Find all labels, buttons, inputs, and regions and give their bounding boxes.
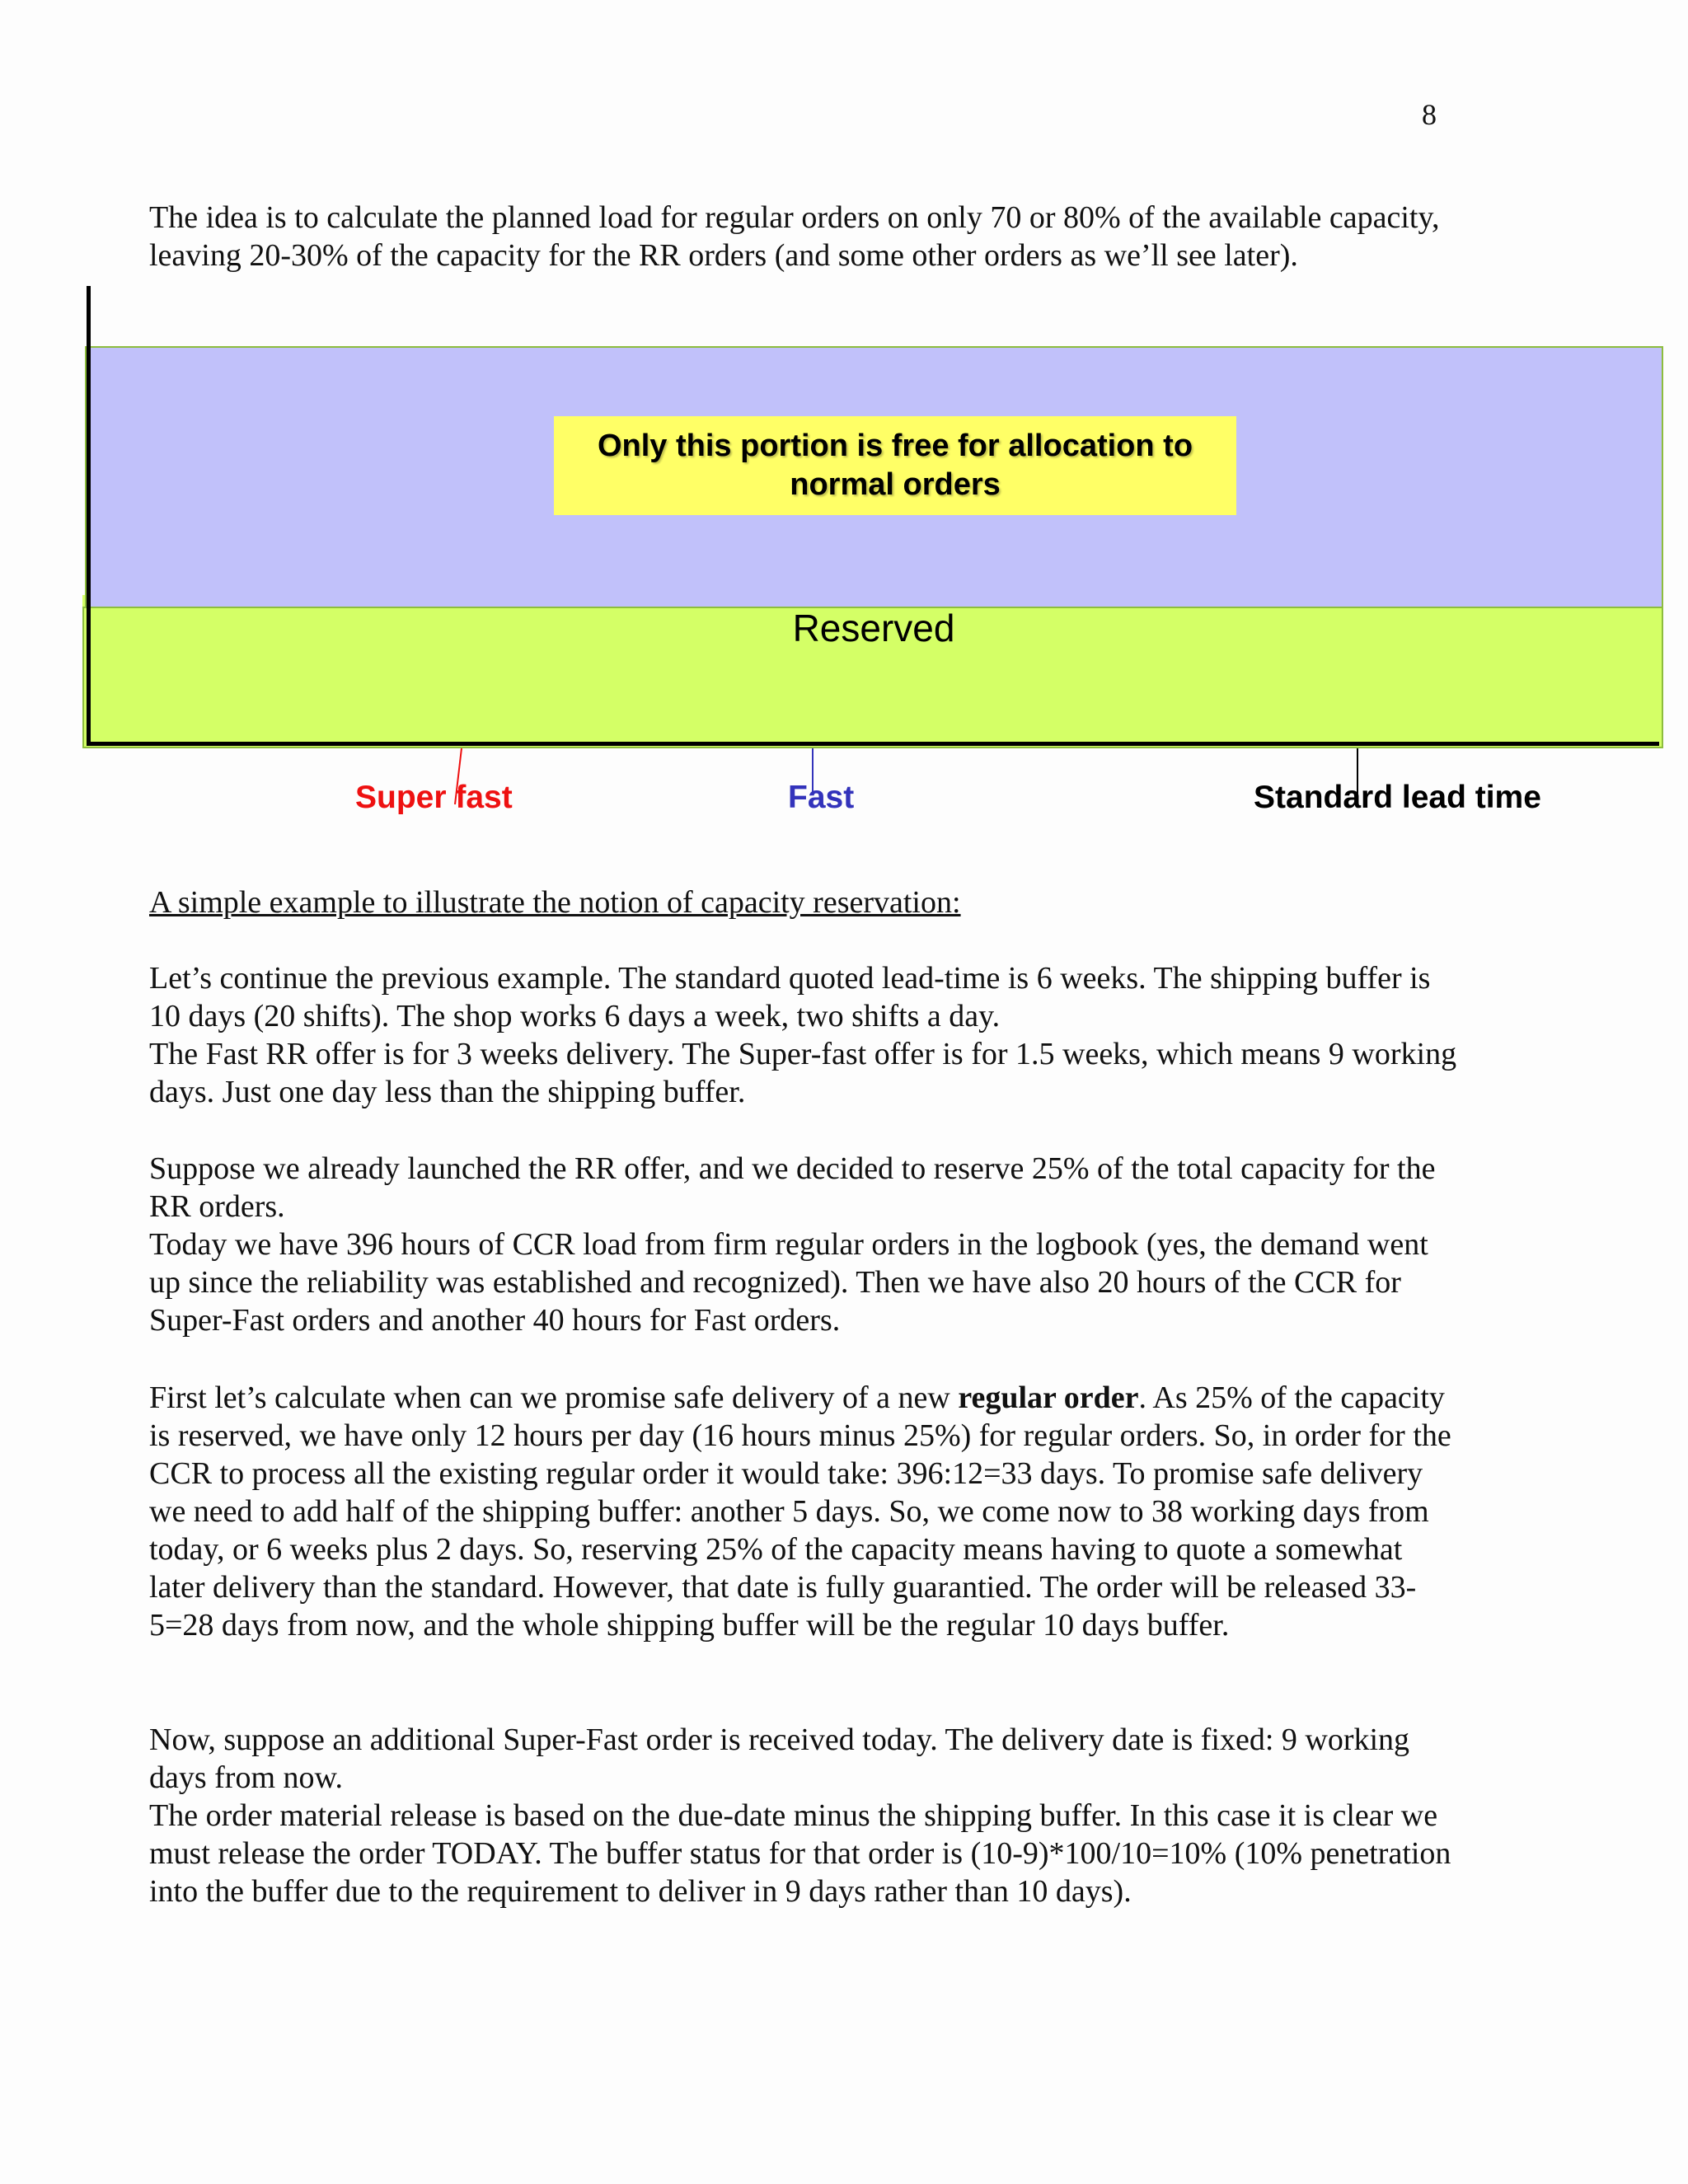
- paragraph-1: [149, 959, 1460, 1111]
- y-axis-line: [87, 286, 91, 746]
- reserved-label: Reserved: [792, 607, 955, 649]
- regular-order-emphasis: regular order: [958, 1380, 1139, 1415]
- x-axis-line: [87, 742, 1659, 746]
- fast-label: Fast: [788, 780, 855, 815]
- section-heading-text: A simple example to illustrate the notion of capacity reservation:: [149, 885, 961, 920]
- intro-text: The idea is to calculate the planned load for regular orders on only 70 or 80% of the available capacity, leaving 20-30% of the capacity for the RR orders (and some other orders as we’ll see later).: [149, 200, 1440, 273]
- paragraph-1-line-2: The Fast RR offer is for 3 weeks delivery. The Super-fast offer is for 1.5 weeks, which means 9 working days. Just one day less than the shipping buffer.: [149, 1037, 1457, 1109]
- paragraph-2: [149, 1150, 1460, 1339]
- free-portion-label: Only this portion is free for allocation to normal orders: [554, 416, 1236, 515]
- paragraph-4-line-2: The order material release is based on the due-date minus the shipping buffer. In this case it is clear we must release the order TODAY. The buffer status for that order is (10-9)*100/10=10% (10% penetration into the buffer due to the requirement to deliver in 9 days rather than 10 days).: [149, 1798, 1451, 1909]
- paragraph-3-text: First let’s calculate when can we promise safe delivery of a new regular order. As 25% of the capacity is reserved, we have only 12 hours per day (16 hours minus 25%) for regular orders. So, in order for the CCR to process all the existing regular order it would take: 396:12=33 days. To promise safe delivery we need to add half of the shipping buffer: another 5 days. So, we come now to 38 working days from today, or 6 weeks plus 2 days. So, reserving 25% of the capacity means having to quote a somewhat later delivery than the standard. However, that date is fully guarantied. The order will be released 33-5=28 days from now, and the whole shipping buffer will be the regular 10 days buffer.: [149, 1380, 1451, 1643]
- page-number: 8: [1422, 98, 1437, 131]
- super-fast-label: Super fast: [355, 780, 513, 815]
- standard-lead-time-label: Standard lead time: [1254, 780, 1541, 815]
- section-heading: [149, 883, 1460, 921]
- paragraph-3: [149, 1379, 1460, 1644]
- paragraph-2-line-1: Suppose we already launched the RR offer, and we decided to reserve 25% of the total capacity for the RR orders.: [149, 1151, 1436, 1224]
- paragraph-4-line-1: Now, suppose an additional Super-Fast order is received today. The delivery date is fixed: 9 working days from now.: [149, 1722, 1410, 1795]
- capacity-diagram: [0, 0, 1688, 832]
- paragraph-2-line-2: Today we have 396 hours of CCR load from firm regular orders in the logbook (yes, the demand went up since the reliability was established and recognized). Then we have also 20 hours of the CCR for Super-Fast orders and another 40 hours for Fast orders.: [149, 1227, 1428, 1338]
- paragraph-4: [149, 1721, 1460, 1910]
- paragraph-1-line-1: Let’s continue the previous example. The standard quoted lead-time is 6 weeks. The shipping buffer is 10 days (20 shifts). The shop works 6 days a week, two shifts a day.: [149, 961, 1431, 1033]
